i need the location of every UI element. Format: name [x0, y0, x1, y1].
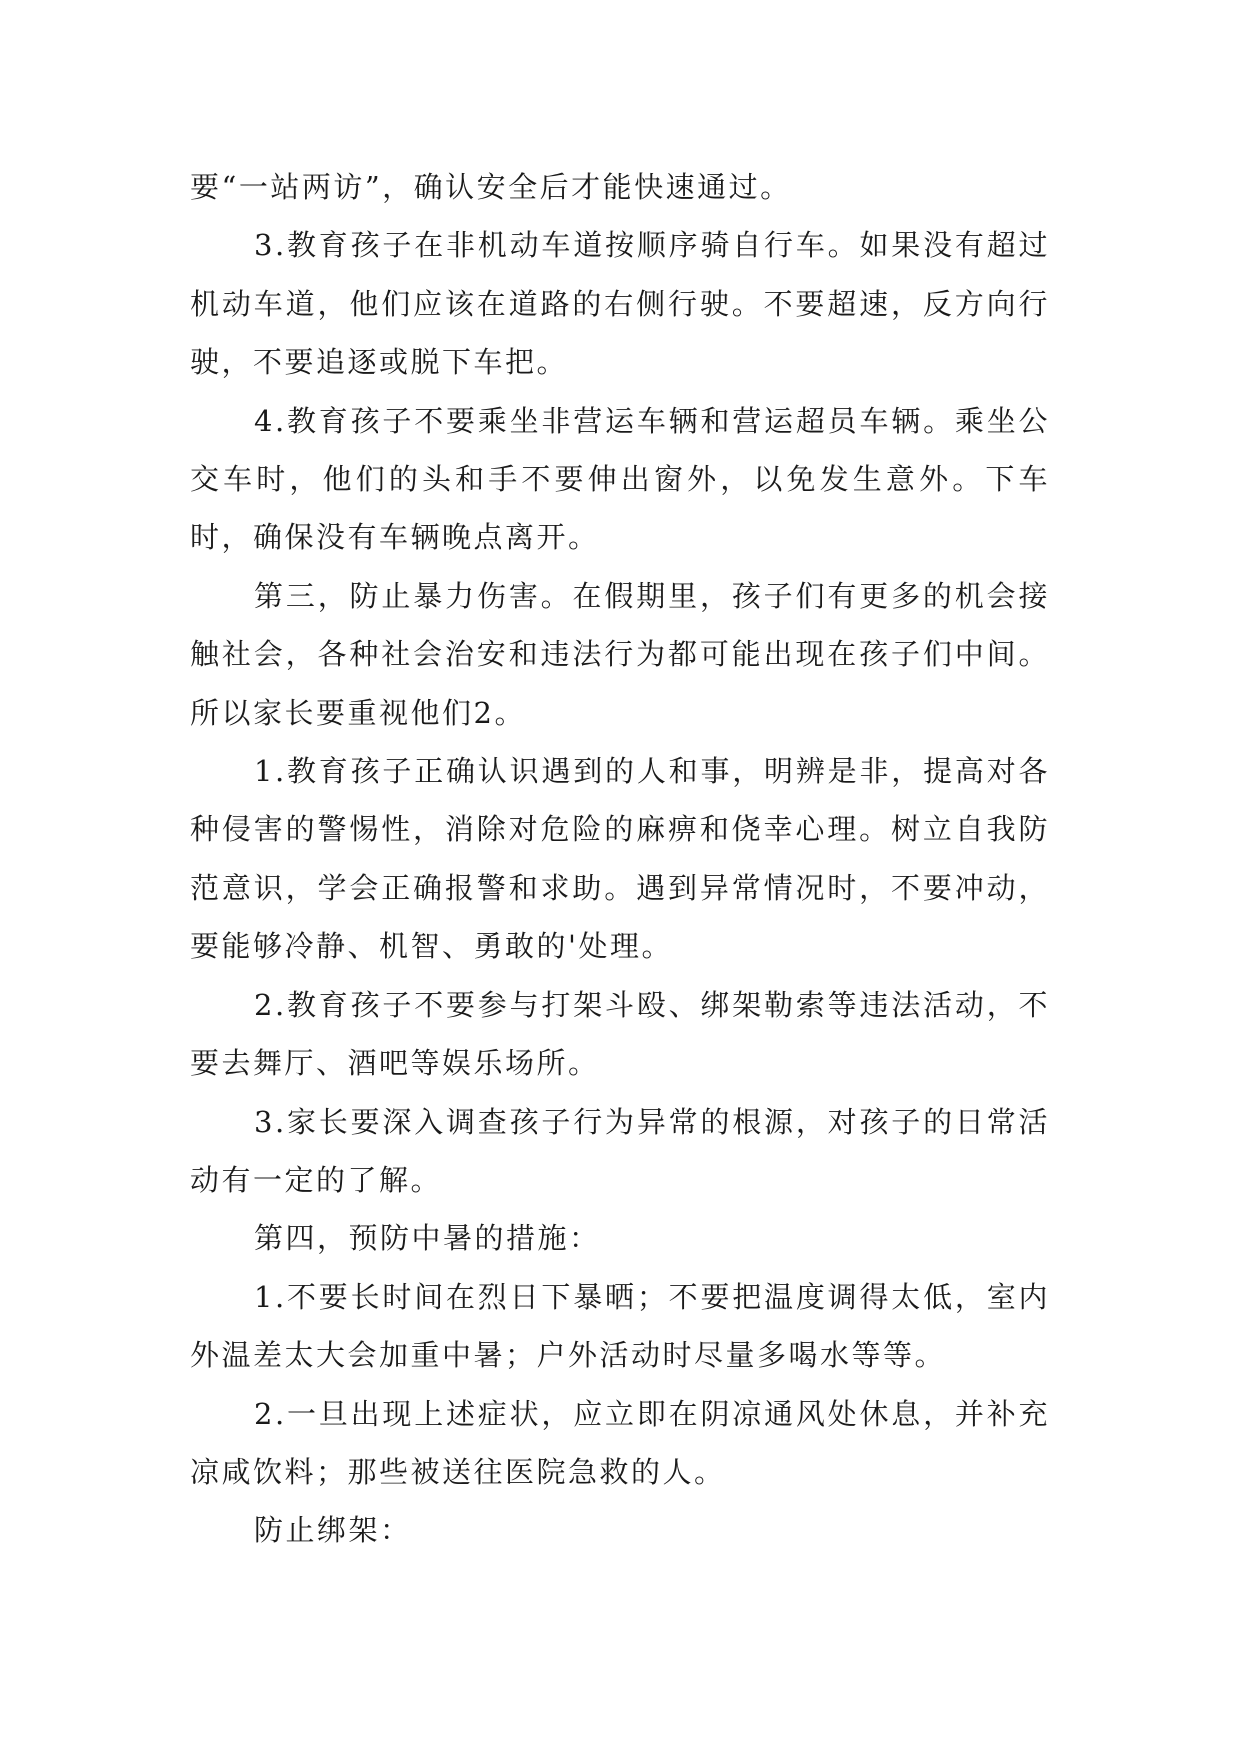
paragraph-no-fighting: 2.教育孩子不要参与打架斗殴、绑架勒索等违法活动，不要去舞厅、酒吧等娱乐场所。 — [190, 987, 1050, 1081]
paragraph-section-heatstroke: 第四，预防中暑的措施： — [254, 1221, 601, 1256]
paragraph-continuation: 要“一站两访”，确认安全后才能快速通过。 — [190, 170, 792, 204]
paragraph-section-kidnapping: 防止绑架： — [254, 1513, 412, 1548]
paragraph-heat-treatment: 2.一旦出现上述症状，应立即在阴凉通风处休息，并补充凉咸饮料；那些被送往医院急救的人。 — [190, 1396, 1050, 1489]
document-body — [190, 158, 1050, 1560]
paragraph-heat-prevention: 1.不要长时间在烈日下暴晒；不要把温度调得太低，室内外温差太大会加重中暑；户外活动时尽量多喝水等等。 — [190, 1279, 1050, 1373]
paragraph-cycling-rule: 3.教育孩子在非机动车道按顺序骑自行车。如果没有超过机动车道，他们应该在道路的右侧行驶。不要超速，反方向行驶，不要追逐或脱下车把。 — [190, 228, 1050, 380]
paragraph-vehicle-rule: 4.教育孩子不要乘坐非营运车辆和营运超员车辆。乘坐公交车时，他们的头和手不要伸出窗外，以免发生意外。下车时，确保没有车辆晚点离开。 — [190, 403, 1050, 555]
paragraph-section-violence: 第三，防止暴力伤害。在假期里，孩子们有更多的机会接触社会，各种社会治安和违法行为都可能出现在孩子们中间。所以家长要重视他们2。 — [190, 578, 1050, 730]
paragraph-awareness: 1.教育孩子正确认识遇到的人和事，明辨是非，提高对各种侵害的警惕性，消除对危险的麻痹和侥幸心理。树立自我防范意识，学会正确报警和求助。遇到异常情况时，不要冲动，要能够冷静、机智、勇敢的'处理。 — [190, 754, 1050, 964]
paragraph-parent-investigate: 3.家长要深入调查孩子行为异常的根源，对孩子的日常活动有一定的了解。 — [190, 1104, 1050, 1197]
